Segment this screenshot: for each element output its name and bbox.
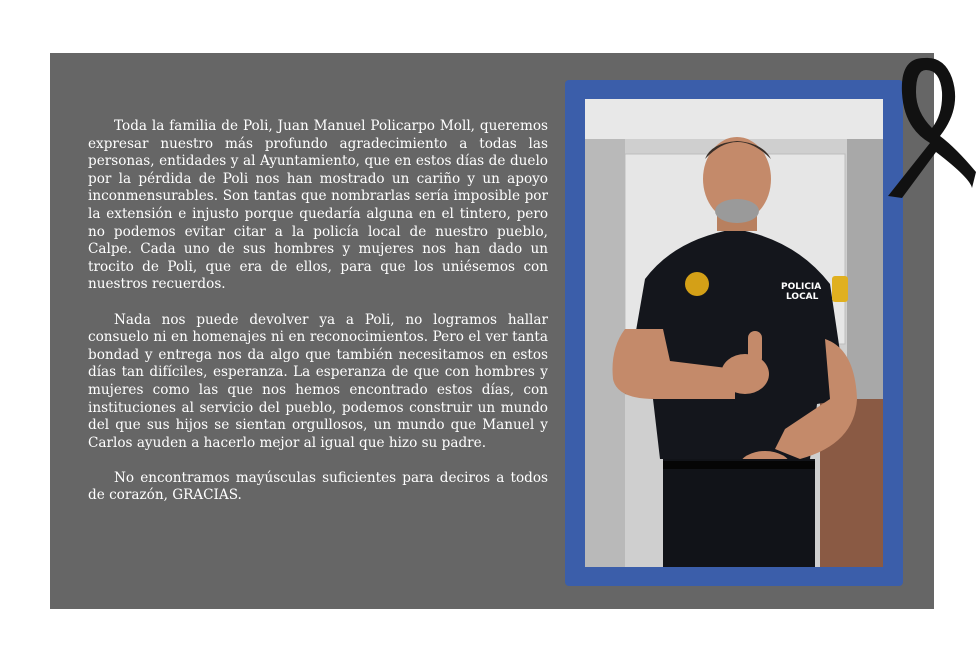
- officer-illustration: [585, 99, 883, 567]
- message-paragraph-2: Nada nos puede devolver ya a Poli, no logramos hallar consuelo ni en homenajes ni en reconocimientos. Pero el ver tanta bondad y entrega nos da algo que también necesitamos en estos días tan difíciles, esperanza. La esperanza de que con hombres y mujeres como las que nos hemos encontrado estos días, con instituciones al servicio del pueblo, podemos construir un mundo del que sus hijos se sientan orgullosos, un mundo que Manuel y Carlos ayuden a hacerlo mejor al igual que hizo su padre.: [88, 311, 548, 451]
- uniform-label-line-2: LOCAL: [786, 292, 819, 302]
- uniform-label-line-1: POLICIA: [781, 282, 822, 292]
- message-paragraph-3: No encontramos mayúsculas suficientes para deciros a todos de corazón, GRACIAS.: [88, 469, 548, 504]
- officer-photo: [585, 99, 883, 567]
- condolence-message: [88, 118, 548, 523]
- mourning-ribbon-icon: [880, 48, 976, 198]
- message-paragraph-1: Toda la familia de Poli, Juan Manuel Policarpo Moll, queremos expresar nuestro más profundo agradecimiento a todas las personas, entidades y al Ayuntamiento, que en estos días de duelo por la pérdida de Poli nos han mostrado un cariño y un apoyo inconmensurables. Son tantas que nombrarlas sería imposible por la extensión e injusto porque quedaría alguna en el tintero, pero no podemos evitar citar a la policía local de nuestro pueblo, Calpe. Cada uno de sus hombres y mujeres nos han dado un trocito de Poli, que era de ellos, para que los uniésemos con nuestros recuerdos.: [88, 118, 548, 293]
